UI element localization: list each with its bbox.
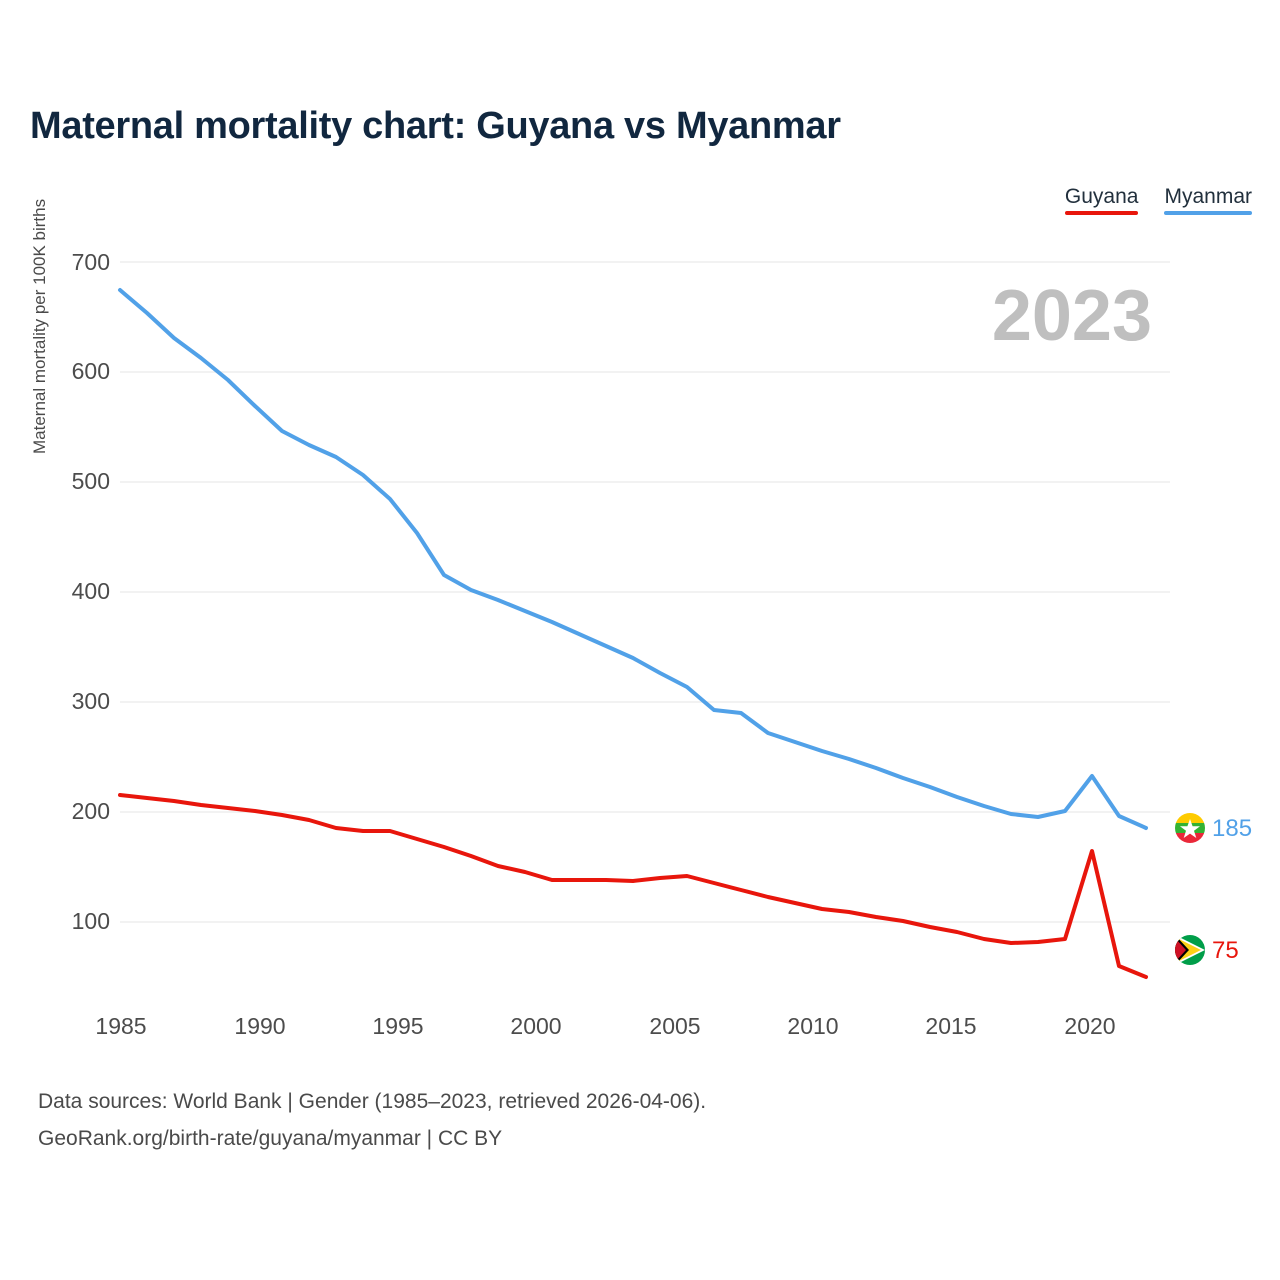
y-tick-700: 700 [71,249,110,275]
guyana-flag-icon [1175,935,1205,965]
x-tick-2005: 2005 [649,1013,701,1039]
page-title: Maternal mortality chart: Guyana vs Myanmar [30,105,841,147]
y-tick-600: 600 [71,358,110,384]
legend-label-myanmar: Myanmar [1164,185,1252,208]
y-tick-400: 400 [71,578,110,604]
y-tick-100: 100 [71,908,110,934]
footer-data-sources: Data sources: World Bank | Gender (1985–2023, retrieved 2026-04-06). [38,1090,707,1113]
x-tick-1995: 1995 [372,1013,424,1039]
end-value-myanmar: 185 [1212,815,1253,842]
gridlines [120,262,1170,922]
series-line-myanmar [120,290,1146,828]
end-value-guyana: 75 [1212,937,1239,964]
year-watermark: 2023 [991,276,1152,356]
x-tick-1990: 1990 [234,1013,286,1039]
legend-label-guyana: Guyana [1064,185,1139,208]
y-axis-label: Maternal mortality per 100K births [30,198,49,454]
y-tick-500: 500 [71,468,110,494]
series-line-guyana [120,795,1146,977]
x-tick-2015: 2015 [925,1013,977,1039]
x-tick-2020: 2020 [1064,1013,1116,1039]
y-tick-300: 300 [71,688,110,714]
footer-attribution: GeoRank.org/birth-rate/guyana/myanmar | CC BY [38,1127,503,1150]
x-tick-2000: 2000 [510,1013,562,1039]
y-tick-200: 200 [71,798,110,824]
x-tick-1985: 1985 [95,1013,147,1039]
myanmar-flag-icon [1175,813,1205,843]
x-tick-2010: 2010 [787,1013,839,1039]
